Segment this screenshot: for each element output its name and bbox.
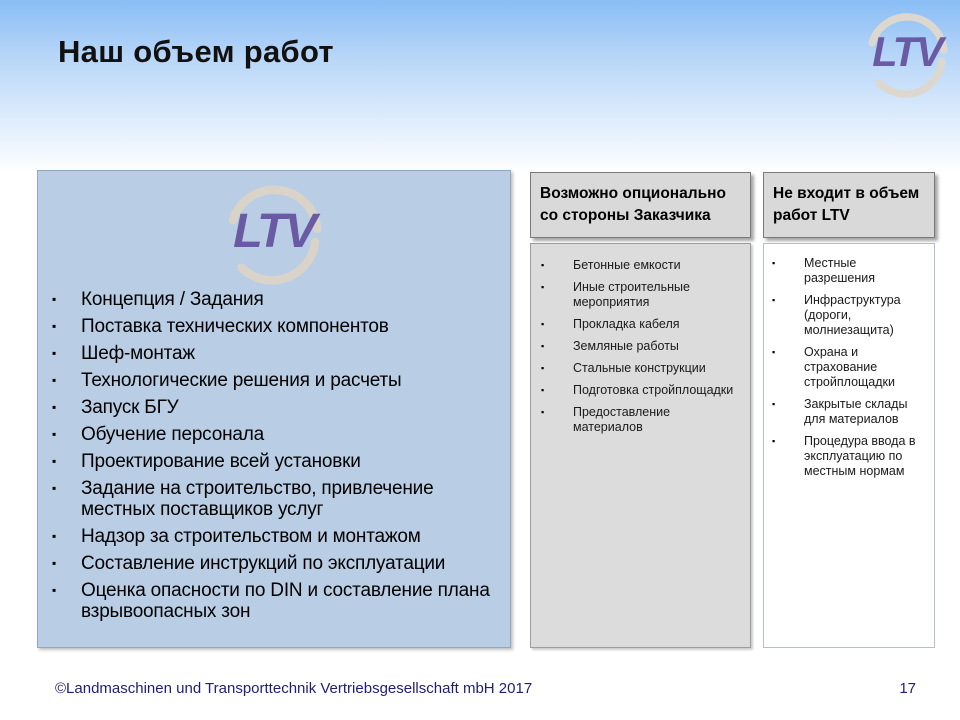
list-item-text: Шеф-монтаж: [81, 343, 195, 364]
list-item-text: Процедура ввода в эксплуатацию по местным нормам: [804, 434, 916, 478]
list-item-text: Обучение персонала: [81, 424, 264, 445]
list-item: [52, 553, 500, 574]
list-item: [52, 397, 500, 418]
bullet-square-icon: ▪: [52, 346, 57, 360]
list-item-text: Охрана и страхование стройплощадки: [804, 345, 895, 389]
bullet-square-icon: ▪: [52, 427, 57, 441]
list-item-text: Оценка опасности по DIN и составление плана взрывоопасных зон: [81, 580, 490, 622]
optional-panel-body: [530, 243, 751, 648]
list-item-text: Местные разрешения: [804, 256, 876, 285]
list-item-text: Прокладка кабеля: [573, 317, 680, 331]
list-item: [52, 424, 500, 445]
bullet-square-icon: ▪: [541, 407, 545, 417]
list-item: [541, 361, 738, 376]
list-item-text: Земляные работы: [573, 339, 679, 353]
list-item-text: Надзор за строительством и монтажом: [81, 526, 421, 547]
list-item-text: Закрытые склады для материалов: [804, 397, 908, 426]
bullet-square-icon: ▪: [52, 454, 57, 468]
list-item-text: Задание на строительство, привлечение местных поставщиков услуг: [81, 478, 434, 520]
ltv-logo-svg: [860, 6, 954, 98]
ltv-logo-icon: [860, 6, 954, 98]
list-item: [52, 451, 500, 472]
bullet-square-icon: ▪: [52, 481, 57, 495]
list-item-text: Стальные конструкции: [573, 361, 706, 375]
list-item: [52, 580, 500, 622]
list-item-text: Запуск БГУ: [81, 397, 179, 418]
list-item: [772, 345, 928, 390]
excluded-panel-body: [763, 243, 935, 648]
list-item: [52, 478, 500, 520]
bullet-square-icon: ▪: [772, 295, 776, 305]
page-title: Наш объем работ: [58, 34, 334, 69]
list-item: [52, 343, 500, 364]
list-item: [772, 256, 928, 286]
footer-copyright: ©Landmaschinen und Transporttechnik Vertriebsgesellschaft mbH 2017: [55, 680, 533, 697]
list-item-text: Предоставление материалов: [573, 405, 671, 434]
list-item: [541, 383, 738, 398]
bullet-square-icon: ▪: [772, 399, 776, 409]
list-item: [541, 280, 738, 310]
bullet-square-icon: ▪: [541, 319, 545, 329]
list-item: [772, 434, 928, 479]
logo-text: LTV: [872, 28, 942, 75]
list-item-text: Бетонные емкости: [573, 258, 681, 272]
list-item-text: Технологические решения и расчеты: [81, 370, 402, 391]
optional-panel-header: Возможно опционально со стороны Заказчика: [530, 172, 751, 238]
list-item: [52, 316, 500, 337]
list-item: [772, 293, 928, 338]
logo-text: LTV: [233, 204, 315, 259]
list-item: [541, 317, 738, 332]
bullet-square-icon: ▪: [52, 556, 57, 570]
bullet-square-icon: ▪: [52, 583, 57, 597]
list-item: [541, 339, 738, 354]
bullet-square-icon: ▪: [772, 258, 776, 268]
bullet-square-icon: ▪: [772, 347, 776, 357]
list-item: [541, 258, 738, 273]
list-item: [52, 526, 500, 547]
excluded-items-list: [772, 256, 928, 479]
bullet-square-icon: ▪: [52, 400, 57, 414]
list-item: [772, 397, 928, 427]
bullet-square-icon: ▪: [52, 529, 57, 543]
ltv-logo-large-icon: [220, 177, 328, 285]
list-item: [541, 405, 738, 435]
optional-items-list: [541, 258, 738, 435]
list-item-text: Иные строительные мероприятия: [573, 280, 690, 309]
bullet-square-icon: ▪: [541, 260, 545, 270]
bullet-square-icon: ▪: [541, 363, 545, 373]
ltv-logo-large-svg: [220, 177, 328, 285]
page-number: 17: [899, 680, 916, 697]
list-item-text: Подготовка стройплощадки: [573, 383, 734, 397]
list-item: [52, 370, 500, 391]
bullet-square-icon: ▪: [52, 319, 57, 333]
list-item: [52, 289, 500, 310]
ltv-scope-panel: [37, 170, 511, 648]
bullet-square-icon: ▪: [541, 385, 545, 395]
excluded-panel-header: Не входит в объем работ LTV: [763, 172, 935, 238]
bullet-square-icon: ▪: [541, 341, 545, 351]
list-item-text: Проектирование всей установки: [81, 451, 361, 472]
bullet-square-icon: ▪: [772, 436, 776, 446]
list-item-text: Концепция / Задания: [81, 289, 264, 310]
list-item-text: Поставка технических компонентов: [81, 316, 389, 337]
bullet-square-icon: ▪: [541, 282, 545, 292]
bullet-square-icon: ▪: [52, 373, 57, 387]
list-item-text: Инфраструктура (дороги, молниезащита): [804, 293, 901, 337]
bullet-square-icon: ▪: [52, 292, 57, 306]
list-item-text: Составление инструкций по эксплуатации: [81, 553, 446, 574]
